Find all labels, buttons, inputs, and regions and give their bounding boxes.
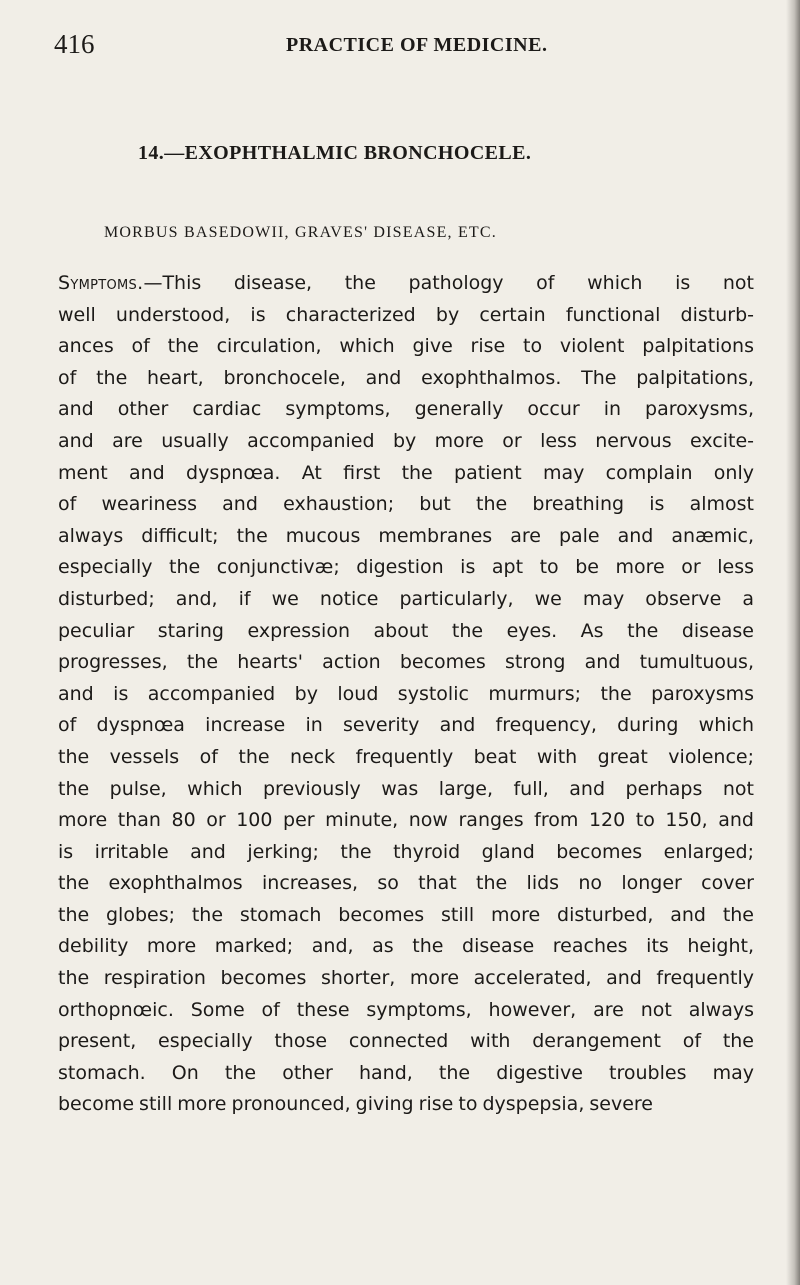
- page-edge-shadow: [786, 0, 800, 1285]
- text-line: the respiration becomes shorter, more accelerated, and frequently: [58, 967, 754, 990]
- text-line: always difficult; the mucous membranes are pale and anæmic,: [58, 524, 754, 547]
- text-line: the pulse, which previously was large, full, and perhaps not: [58, 777, 754, 800]
- lead-word: Symptoms.: [58, 272, 144, 294]
- text-line: is irritable and jerking; the thyroid gland becomes enlarged;: [58, 840, 754, 863]
- text-line: especially the conjunctivæ; digestion is apt to be more or less: [58, 556, 754, 579]
- text-line: ment and dyspnœa. At first the patient may complain only: [58, 461, 754, 484]
- text-line: peculiar staring expression about the eyes. As the disease: [58, 619, 754, 642]
- text-line: progresses, the hearts' action becomes strong and tumultuous,: [58, 651, 754, 674]
- chapter-title: 14.—EXOPHTHALMIC BRONCHOCELE.: [138, 142, 532, 164]
- text-line: and are usually accompanied by more or less nervous excite-: [58, 429, 754, 452]
- text-line: of dyspnœa increase in severity and frequency, during which: [58, 714, 754, 737]
- text-line-content: —This disease, the pathology of which is not: [143, 272, 754, 294]
- chapter-subtitle: MORBUS BASEDOWII, GRAVES' DISEASE, ETC.: [104, 224, 497, 241]
- text-line: orthopnœic. Some of these symptoms, however, are not always: [58, 998, 754, 1021]
- text-line: stomach. On the other hand, the digestive troubles may: [58, 1061, 754, 1084]
- text-line: and is accompanied by loud systolic murmurs; the paroxysms: [58, 682, 754, 705]
- text-line: become still more pronounced, giving rise to dyspepsia, severe: [58, 1093, 653, 1116]
- text-line: of the heart, bronchocele, and exophthalmos. The palpitations,: [58, 366, 754, 389]
- text-line: the vessels of the neck frequently beat with great violence;: [58, 745, 754, 768]
- text-line: of weariness and exhaustion; but the breathing is almost: [58, 493, 754, 516]
- text-line: disturbed; and, if we notice particularly, we may observe a: [58, 587, 754, 610]
- text-line: more than 80 or 100 per minute, now ranges from 120 to 150, and: [58, 809, 754, 832]
- text-line: well understood, is characterized by certain functional disturb-: [58, 303, 754, 326]
- text-line: present, especially those connected with derangement of the: [58, 1030, 754, 1053]
- text-line: the globes; the stomach becomes still more disturbed, and the: [58, 903, 754, 926]
- text-line: debility more marked; and, as the disease reaches its height,: [58, 935, 754, 958]
- text-line: and other cardiac symptoms, generally occur in paroxysms,: [58, 398, 754, 421]
- text-line: [58, 268, 754, 300]
- page-number: 416: [54, 29, 95, 59]
- text-line: the exophthalmos increases, so that the lids no longer cover: [58, 872, 754, 895]
- running-head: [54, 28, 754, 60]
- text-line: ances of the circulation, which give rise to violent palpitations: [58, 335, 754, 358]
- body-paragraph: [58, 268, 754, 1121]
- running-head-title: PRACTICE OF MEDICINE.: [286, 34, 548, 56]
